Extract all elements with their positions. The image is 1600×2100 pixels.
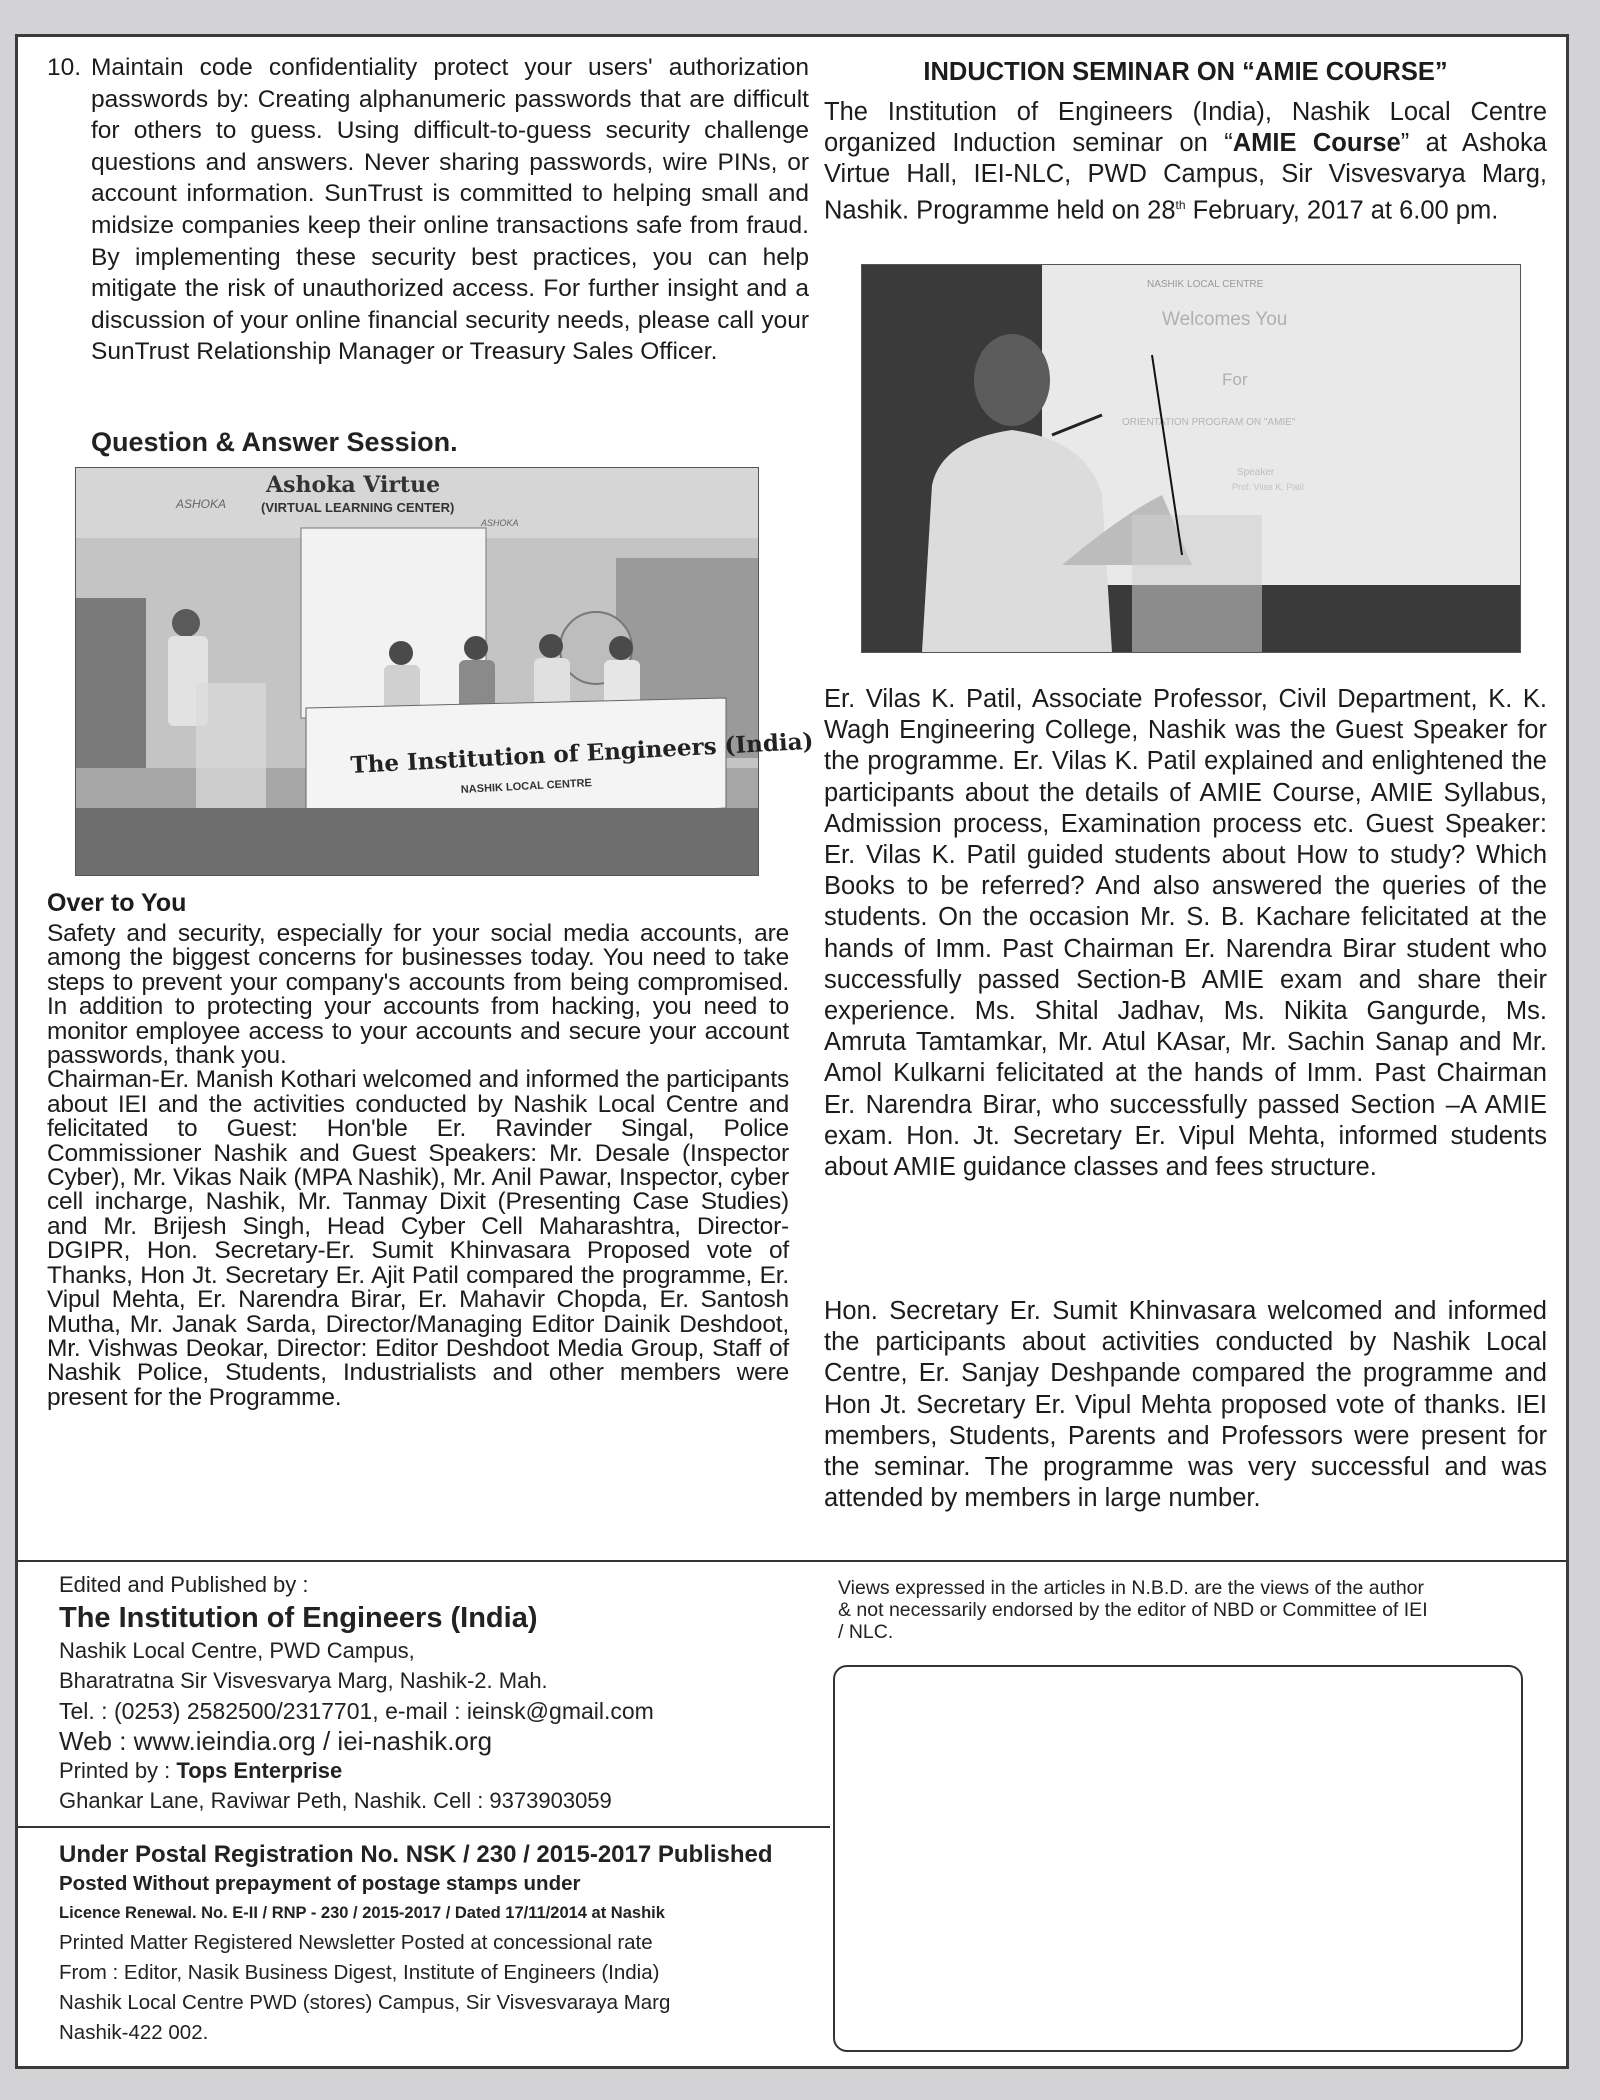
pin-code: Nashik-422 002. bbox=[59, 2021, 209, 2044]
printed-by bbox=[59, 1756, 799, 1786]
brand-left: ASHOKA bbox=[176, 497, 227, 511]
banner-subtitle: (VIRTUAL LEARNING CENTER) bbox=[261, 500, 455, 515]
chairman-paragraph: Chairman-Er. Manish Kothari welcomed and informed the participants about IEI and the activities conducted by Nashik Local Centre and felicitated to Guest: Hon'ble Er. Ravinder Singal, Police Commissioner Nashik and Guest Speakers: Mr. Desale (Inspector Cyber), Mr. Vikas Naik (MPA Nashik), Mr. Anil Pawar, Inspector, cyber cell incharge, Nashik, Mr. Tanmay Dixit (Presenting Case Studies) and Mr. Brijesh Singh, Head Cyber Cell Maharashtra, Director-DGIPR, Hon. Secretary-Er. Sumit Khinvasara Proposed vote of Thanks, Hon Jt. Secretary Er. Ajit Patil compared the programme, Er. Vipul Mehta, Er. Narendra Birar, Er. Mahavir Chopda, Er. Santosh Mutha, Mr. Janak Sarda, Director/Managing Editor Dainik Deshdoot, Mr. Vishwas Deokar, Director: Editor Deshdoot Media Group, Staff of Nashik Police, Students, Industrialists and other members were present for the Programme. bbox=[47, 1066, 789, 1411]
from-line: From : Editor, Nasik Business Digest, Institute of Engineers (India) bbox=[59, 1961, 660, 1984]
publisher-address-2: Bharatratna Sir Visvesvarya Marg, Nashik-2. Mah. bbox=[59, 1668, 548, 1693]
intro-text-c: February, 2017 at 6.00 pm. bbox=[1185, 196, 1499, 225]
printer-address: Ghankar Lane, Raviwar Peth, Nashik. Cell : 9373903059 bbox=[59, 1788, 612, 1813]
seminar-speaker-photo bbox=[861, 264, 1521, 653]
screen-text-2: Welcomes You bbox=[1162, 309, 1288, 330]
footer-divider bbox=[18, 1560, 1566, 1562]
footer-left-divider bbox=[18, 1826, 830, 1828]
over-to-you-paragraph: Safety and security, especially for your social media accounts, are among the biggest concerns for businesses today. You need to take steps to prevent your company's accounts from being compromised. In addition to protecting your accounts from hacking, you need to monitor employee access to your accounts and secure your account passwords, thank you. bbox=[47, 920, 789, 1070]
screen-text-6: Prof. Vilas K. Patil bbox=[1232, 482, 1304, 492]
seminar-title: INDUCTION SEMINAR ON “AMIE COURSE” bbox=[923, 58, 1448, 86]
disclaimer: Views expressed in the articles in N.B.D. are the views of the author & not necessarily endorsed by the editor of NBD or Committee of IEI / NLC. bbox=[838, 1577, 1428, 1643]
intro-ordinal: th bbox=[1175, 198, 1186, 212]
edited-by-label: Edited and Published by : bbox=[59, 1572, 309, 1597]
postal-registration: Under Postal Registration No. NSK / 230 / 2015-2017 Published bbox=[59, 1841, 773, 1868]
list-item-text: Maintain code confidentiality protect your users' authorization passwords by: Creating alphanumeric passwords that are difficult for others to guess. Using difficult-to-guess security challenge questions and answers. Never sharing passwords, wire PINs, or account information. SunTrust is committed to helping small and midsize companies keep their online transactions safe from fraud. By implementing these security best practices, you can help mitigate the risk of unauthorized access. For further insight and a discussion of your online financial security needs, please call your SunTrust Relationship Manager or Treasury Sales Officer. bbox=[91, 54, 809, 366]
publisher-address-1: Nashik Local Centre, PWD Campus, bbox=[59, 1638, 415, 1663]
newsletter-page bbox=[15, 34, 1569, 2069]
intro-text-b: ” at Ashoka Virtue Hall, IEI-NLC, PWD Campus, Sir Visvesvarya Marg, Nashik. Programme held on 28 bbox=[824, 129, 1547, 225]
table-banner-subtitle: NASHIK LOCAL CENTRE bbox=[460, 777, 593, 796]
publisher-block bbox=[59, 1570, 799, 1816]
screen-text-4: ORIENTATION PROGRAM ON "AMIE" bbox=[1122, 417, 1296, 428]
screen-text-1: NASHIK LOCAL CENTRE bbox=[1147, 279, 1264, 290]
screen-text-5: Speaker bbox=[1237, 467, 1275, 478]
postal-block bbox=[59, 1840, 799, 2048]
printed-matter-note: Printed Matter Registered Newsletter Posted at concessional rate bbox=[59, 1931, 653, 1954]
over-to-you-body bbox=[47, 922, 789, 1410]
seminar-intro bbox=[824, 97, 1547, 227]
intro-course-name: AMIE Course bbox=[1232, 129, 1401, 157]
postal-note: Posted Without prepayment of postage stamps under bbox=[59, 1872, 581, 1895]
over-to-you-heading: Over to You bbox=[47, 889, 187, 917]
list-item-10 bbox=[47, 52, 809, 368]
address-box bbox=[833, 1665, 1523, 2052]
qa-session-heading: Question & Answer Session. bbox=[91, 427, 458, 457]
list-number: 10. bbox=[47, 54, 82, 81]
brand-right: ASHOKA bbox=[481, 518, 519, 528]
screen-text-3: For bbox=[1222, 370, 1248, 389]
publisher-web: Web : www.ieindia.org / iei-nashik.org bbox=[59, 1726, 493, 1756]
banner-title: Ashoka Virtue bbox=[266, 472, 441, 498]
printed-by-label: Printed by : bbox=[59, 1758, 177, 1783]
seminar-body-paragraph-2: Hon. Secretary Er. Sumit Khinvasara welcomed and informed the participants about activities conducted by Nashik Local Centre, Er. Sanjay Deshpande compared the programme and Hon Jt. Secretary Er. Vipul Mehta proposed vote of thanks. IEI members, Students, Parents and Professors were present for the seminar. The programme was very successful and was attended by members in large number. bbox=[824, 1297, 1547, 1513]
licence-renewal: Licence Renewal. No. E-II / RNP - 230 / 2015-2017 / Dated 17/11/2014 at Nashik bbox=[59, 1904, 665, 1922]
from-address: Nashik Local Centre PWD (stores) Campus, Sir Visvesvaraya Marg bbox=[59, 1991, 671, 2014]
publisher-name: The Institution of Engineers (India) bbox=[59, 1602, 538, 1634]
qa-session-photo bbox=[75, 467, 815, 876]
table-banner-title: The Institution of Engineers (India) bbox=[349, 727, 815, 779]
intro-text-a: The Institution of Engineers (India), Nashik Local Centre organized Induction seminar on “ bbox=[824, 98, 1547, 157]
seminar-body-paragraph-1: Er. Vilas K. Patil, Associate Professor, Civil Department, K. K. Wagh Engineering College, Nashik was the Guest Speaker for the programme. Er. Vilas K. Patil explained and enlightened the participants about the details of AMIE Course, AMIE Syllabus, Admission process, Examination process etc. Guest Speaker: Er. Vilas K. Patil guided students about How to study? Which Books to be referred? And also answered the queries of the students. On the occasion Mr. S. B. Kachare felicitated at the hands of Imm. Past Chairman Er. Narendra Birar student who successfully passed Section-B AMIE exam and share their experience. Ms. Shital Jadhav, Ms. Nikita Gangurde, Ms. Amruta Tamtamkar, Mr. Atul KAsar, Mr. Sachin Sanap and Mr. Amol Kulkarni felicitated at the hands of Imm. Past Chairman Er. Narendra Birar, who successfully passed Section –A AMIE exam. Hon. Jt. Secretary Er. Vipul Mehta, informed students about AMIE guidance classes and fees structure. bbox=[824, 685, 1547, 1182]
printer-name: Tops Enterprise bbox=[176, 1758, 343, 1783]
publisher-contact: Tel. : (0253) 2582500/2317701, e-mail : ieinsk@gmail.com bbox=[59, 1698, 654, 1724]
